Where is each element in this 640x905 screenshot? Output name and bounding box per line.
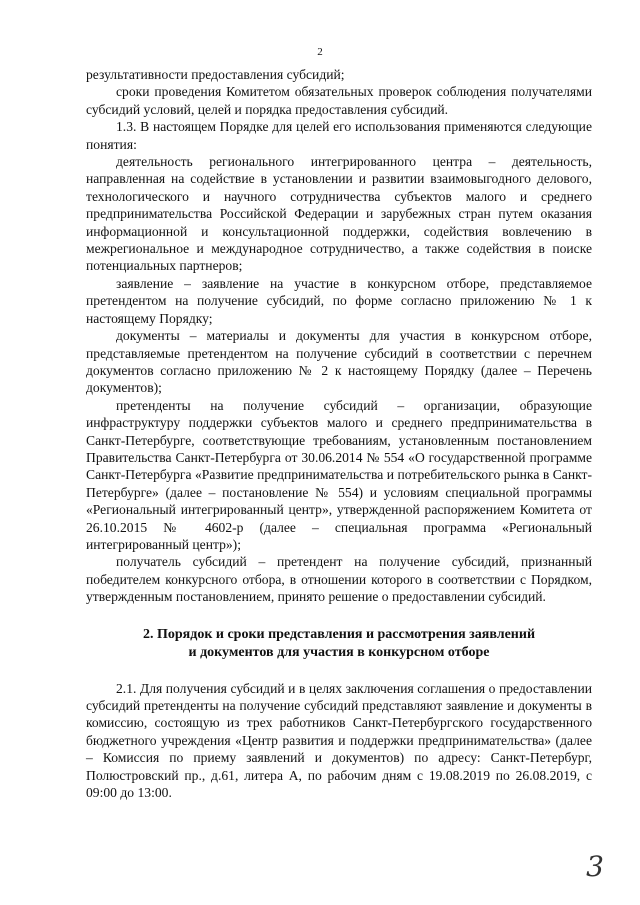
paragraph-list xyxy=(86,66,592,606)
handwritten-page-mark: 3 xyxy=(586,850,604,883)
page-number: 2 xyxy=(317,46,323,58)
section-title-line-2: и документов для участия в конкурсном отборе xyxy=(188,644,490,660)
paragraph: заявление – заявление на участие в конкурсном отборе, представляемое претендентом на получение субсидий, по форме согласно приложению № 1 к настоящему Порядку; xyxy=(86,275,592,326)
section-title-line-1: 2. Порядок и сроки представления и рассмотрения заявлений xyxy=(142,626,536,642)
document-body xyxy=(86,66,592,801)
paragraph: результативности предоставления субсидий; xyxy=(86,67,345,82)
paragraph: 2.1. Для получения субсидий и в целях заключения соглашения о предоставлении субсидий претенденты на получение субсидий представляют заявление и документы в комиссию, состоящую из трех работников Санкт-Петербургского государственного бюджетного учреждения «Центр развития и поддержки предпринимательства» (далее – Комиссия по приему заявлений и документов) по адресу: Санкт-Петербург, Полюстровский пр., д.61, литера А, по рабочим дням с 19.08.2019 по 26.08.2019, с 09:00 до 13:00. xyxy=(86,680,592,801)
section-title xyxy=(86,626,592,662)
paragraph: деятельность регионального интегрированного центра – деятельность, направленная на содействие в установлении и развитии взаимовыгодного делового, технологического и научного сотрудничества субъектов малого и среднего предпринимательства Российской Федерации и зарубежных стран путем оказания информационной и консультационной поддержки, содействия вовлечению в межрегиональное и международное сотрудничество, а также содействия в поиске потенциальных партнеров; xyxy=(86,154,592,274)
paragraph: претенденты на получение субсидий – организации, образующие инфраструктуру поддержки субъектов малого и среднего предпринимательства в Санкт-Петербурге, соответствующие требованиям, установленным постановлением Правительства Санкт-Петербурга от 30.06.2014 № 554 «О государственной программе Санкт-Петербурга «Развитие предпринимательства и потребительского рынка в Санкт-Петербурге» (далее – постановление № 554) и условиям специальной программы «Региональный интегрированный центр», утвержденной распоряжением Комитета от 26.10.2015 № 4602-р (далее – специальная программа «Региональный интегрированный центр»); xyxy=(86,397,592,552)
paragraph: получатель субсидий – претендент на получение субсидий, признанный победителем конкурсного отбора, в отношении которого в соответствии с Порядком, утвержденным постановлением, принято решение о предоставлении субсидий. xyxy=(86,554,592,605)
paragraph: сроки проведения Комитетом обязательных проверок соблюдения получателями субсидий условий, целей и порядка предоставления субсидий. xyxy=(86,84,592,117)
paragraph: документы – материалы и документы для участия в конкурсном отборе, представляемые претендентом на получение субсидий в соответствии с перечнем документов согласно приложению № 2 к настоящему Порядку (далее – Перечень документов); xyxy=(86,328,592,396)
section-paragraph-list xyxy=(86,680,592,802)
paragraph: 1.3. В настоящем Порядке для целей его использования применяются следующие понятия: xyxy=(86,119,592,152)
